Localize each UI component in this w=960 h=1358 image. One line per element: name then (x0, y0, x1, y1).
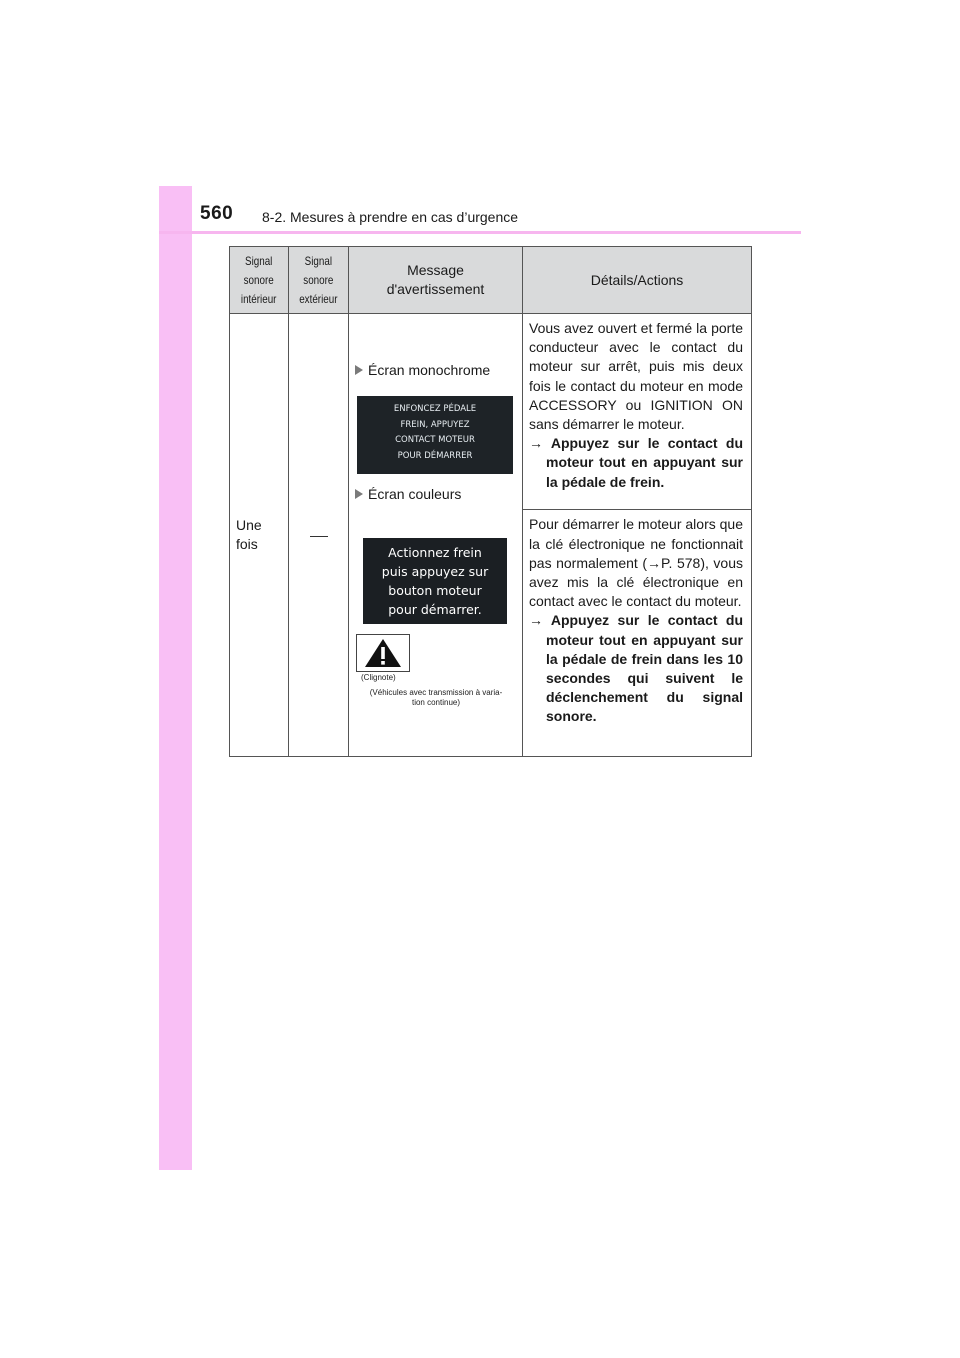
header-rule (159, 231, 801, 234)
blink-label: (Clignote) (361, 673, 396, 682)
mono-label: Écran monochrome (355, 362, 490, 378)
color-label: Écran couleurs (355, 486, 461, 502)
col-exterior-buzzer: Signal sonore extérieur (289, 247, 349, 314)
col-warning-message: Message d'avertissement (349, 247, 523, 314)
col-interior-buzzer: Signal sonore intérieur (230, 247, 289, 314)
transmission-note: (Véhicules avec transmission à varia- tion continue) (369, 688, 503, 707)
details-cell-2 (523, 510, 752, 757)
dash-mark (310, 536, 328, 537)
warning-table (229, 246, 752, 757)
col-details-actions: Détails/Actions (523, 247, 752, 314)
frequency-cell: Une fois (230, 314, 289, 757)
action-text: → Appuyez sur le contact du moteur tout en appuyant sur la pédale de frein dans les 10 secondes qui suivent le déclenchement du signal sonore. (529, 612, 743, 725)
action-text: → Appuyez sur le contact du moteur tout en appuyant sur la pédale de frein. (529, 435, 743, 490)
details-text: Vous avez ouvert et fermé la porte conducteur avec le contact du moteur sur arrêt, puis mis deux fois le contact du moteur en mode ACCESSORY ou IGNITION ON sans démarrer le moteur. (529, 320, 743, 433)
chapter-tab-band (159, 186, 192, 1170)
details-text: Pour démarrer le moteur alors que la clé électronique ne fonctionnait pas normalement (→P. 578), vous avez mis la clé électronique en contact avec le contact du moteur. (529, 516, 743, 610)
table-header-row (230, 247, 752, 314)
page-number: 560 (200, 203, 234, 224)
color-display: Actionnez frein puis appuyez sur bouton moteur pour démarrer. (363, 538, 507, 624)
warning-triangle-icon (356, 634, 410, 672)
exterior-buzzer-cell (289, 314, 349, 757)
message-cell (349, 314, 523, 757)
section-title: 8-2. Mesures à prendre en cas d’urgence (262, 209, 519, 225)
details-cell-1 (523, 314, 752, 510)
table-row (230, 314, 752, 510)
triangle-bullet-icon (355, 489, 363, 499)
triangle-bullet-icon (355, 365, 363, 375)
monochrome-display: ENFONCEZ PÉDALE FREIN, APPUYEZ CONTACT MOTEUR POUR DÉMARRER (357, 396, 513, 474)
